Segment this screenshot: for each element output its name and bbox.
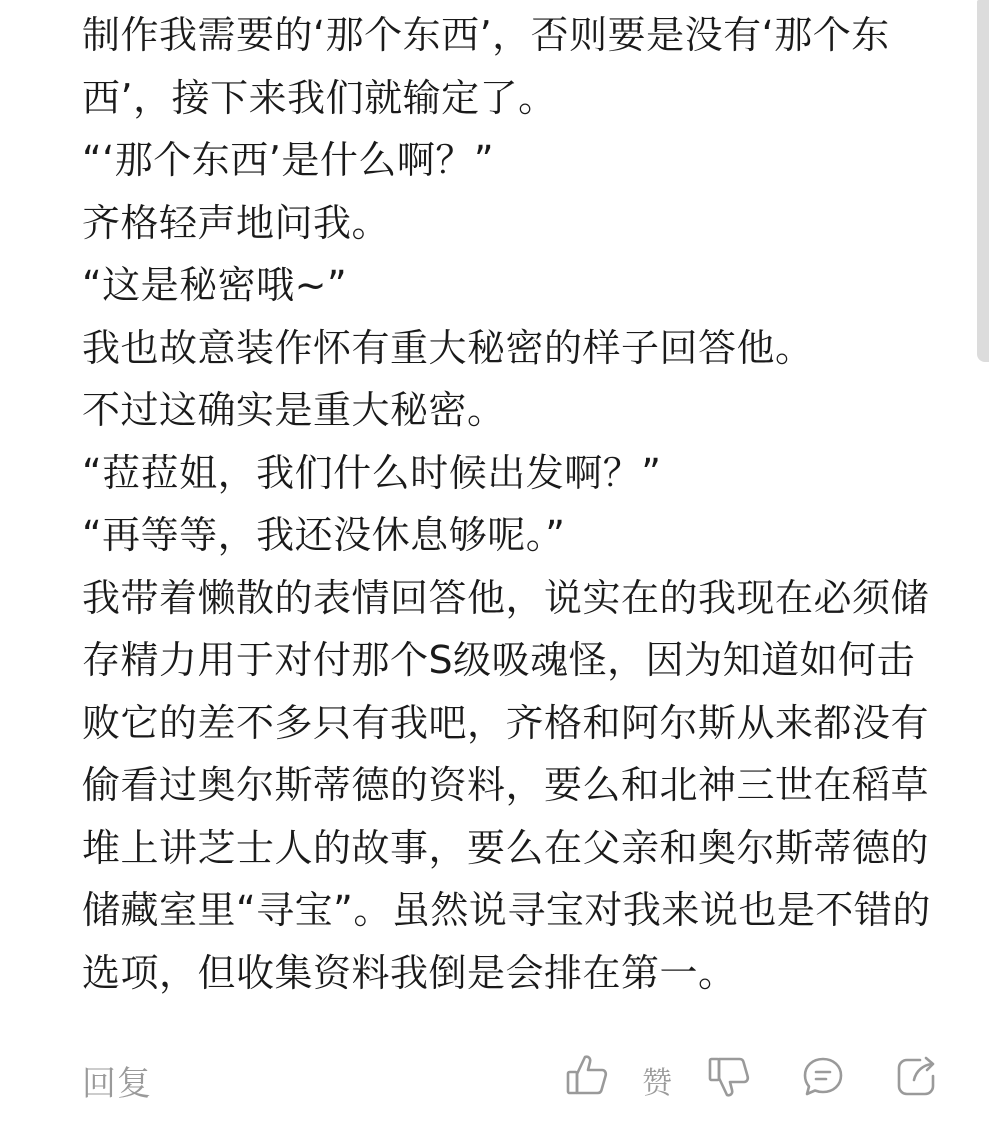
paragraph: 我带着懒散的表情回答他，说实在的我现在必须储存精力用于对付那个S级吸魂怪，因为知道如何击败它的差不多只有我吧，齐格和阿尔斯从来都没有偷看过奥尔斯蒂德的资料，要么和北神三世在稻草堆上讲芝士人的故事，要么在父亲和奥尔斯蒂德的储藏室里“寻宝”。虽然说寻宝对我来说也是不错的选项，但收集资料我倒是会排在第一。 xyxy=(82,575,931,995)
share-icon[interactable] xyxy=(894,1054,940,1100)
reply-button[interactable]: 回复 xyxy=(82,1064,152,1104)
paragraph: 齐格轻声地问我。 xyxy=(82,200,391,245)
comment-icon[interactable] xyxy=(800,1054,846,1100)
paragraph: 不过这确实是重大秘密。 xyxy=(82,388,506,432)
scrollbar[interactable] xyxy=(977,0,989,362)
post-body xyxy=(82,4,942,1004)
thumbs-down-icon[interactable] xyxy=(706,1054,752,1100)
thumbs-up-icon[interactable] xyxy=(564,1052,610,1098)
paragraph: “这是秘密哦~” xyxy=(82,263,348,307)
paragraph: “‘那个东西’是什么啊？” xyxy=(82,138,495,182)
paragraph: 我也故意装作怀有重大秘密的样子回答他。 xyxy=(82,325,814,370)
paragraph: “菈菈姐，我们什么时候出发啊？” xyxy=(82,450,662,495)
paragraph: 制作我需要的‘那个东西’，否则要是没有‘那个东西’，接下来我们就输定了。 xyxy=(82,13,890,120)
like-label[interactable]: 赞 xyxy=(642,1066,672,1101)
post-action-bar xyxy=(82,1050,942,1106)
paragraph: “再等等，我还没休息够呢。” xyxy=(82,513,566,557)
